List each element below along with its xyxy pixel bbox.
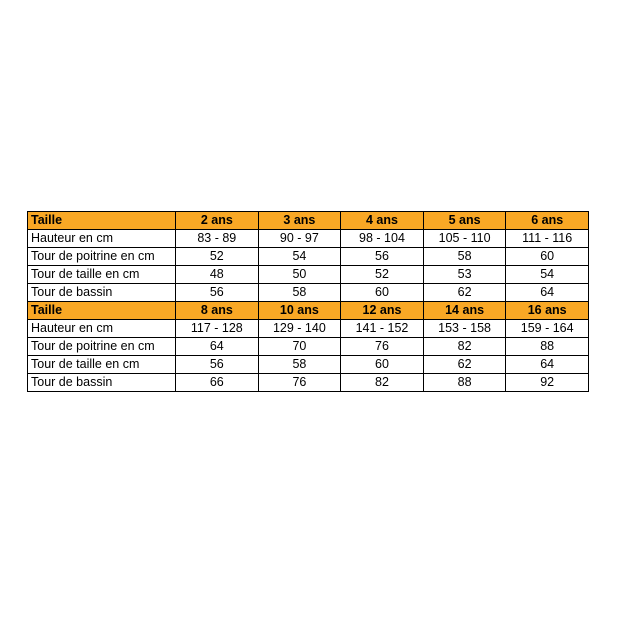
- row-label: Tour de taille en cm: [28, 356, 176, 374]
- table-cell: 64: [506, 356, 589, 374]
- table-cell: 54: [506, 266, 589, 284]
- row-label: Tour de bassin: [28, 284, 176, 302]
- table-cell: 82: [341, 374, 424, 392]
- table-cell: 52: [176, 248, 259, 266]
- table-cell: 60: [506, 248, 589, 266]
- table-cell: 105 - 110: [423, 230, 506, 248]
- table-cell: 58: [258, 356, 341, 374]
- table-row: [28, 320, 589, 338]
- age-header: 14 ans: [423, 302, 506, 320]
- header-label: Taille: [28, 302, 176, 320]
- table-cell: 56: [176, 284, 259, 302]
- table-cell: 52: [341, 266, 424, 284]
- header-label: Taille: [28, 212, 176, 230]
- age-header: 3 ans: [258, 212, 341, 230]
- table-cell: 111 - 116: [506, 230, 589, 248]
- table-row: [28, 374, 589, 392]
- age-header: 12 ans: [341, 302, 424, 320]
- table-cell: 70: [258, 338, 341, 356]
- age-header: 10 ans: [258, 302, 341, 320]
- table-cell: 62: [423, 356, 506, 374]
- table-cell: 58: [258, 284, 341, 302]
- table-cell: 76: [341, 338, 424, 356]
- table-cell: 64: [506, 284, 589, 302]
- header-row: [28, 302, 589, 320]
- table-row: [28, 248, 589, 266]
- age-header: 8 ans: [176, 302, 259, 320]
- table-cell: 117 - 128: [176, 320, 259, 338]
- table-cell: 141 - 152: [341, 320, 424, 338]
- table-row: [28, 338, 589, 356]
- row-label: Tour de taille en cm: [28, 266, 176, 284]
- age-header: 16 ans: [506, 302, 589, 320]
- table-row: [28, 284, 589, 302]
- row-label: Hauteur en cm: [28, 230, 176, 248]
- table-cell: 153 - 158: [423, 320, 506, 338]
- table-cell: 56: [341, 248, 424, 266]
- row-label: Tour de bassin: [28, 374, 176, 392]
- table-cell: 54: [258, 248, 341, 266]
- table-cell: 88: [506, 338, 589, 356]
- table-cell: 53: [423, 266, 506, 284]
- table-cell: 60: [341, 284, 424, 302]
- table-cell: 76: [258, 374, 341, 392]
- age-header: 6 ans: [506, 212, 589, 230]
- table-cell: 64: [176, 338, 259, 356]
- table-cell: 48: [176, 266, 259, 284]
- table-cell: 159 - 164: [506, 320, 589, 338]
- table-cell: 60: [341, 356, 424, 374]
- table-row: [28, 266, 589, 284]
- table-cell: 66: [176, 374, 259, 392]
- row-label: Tour de poitrine en cm: [28, 338, 176, 356]
- table-cell: 62: [423, 284, 506, 302]
- table-cell: 56: [176, 356, 259, 374]
- age-header: 5 ans: [423, 212, 506, 230]
- table-cell: 129 - 140: [258, 320, 341, 338]
- table-cell: 92: [506, 374, 589, 392]
- table-row: [28, 356, 589, 374]
- table-cell: 58: [423, 248, 506, 266]
- table-cell: 88: [423, 374, 506, 392]
- row-label: Tour de poitrine en cm: [28, 248, 176, 266]
- header-row: [28, 212, 589, 230]
- age-header: 4 ans: [341, 212, 424, 230]
- table-cell: 50: [258, 266, 341, 284]
- table-cell: 90 - 97: [258, 230, 341, 248]
- row-label: Hauteur en cm: [28, 320, 176, 338]
- table-cell: 83 - 89: [176, 230, 259, 248]
- table-row: [28, 230, 589, 248]
- size-chart-table: [27, 211, 589, 392]
- table-cell: 82: [423, 338, 506, 356]
- table-cell: 98 - 104: [341, 230, 424, 248]
- age-header: 2 ans: [176, 212, 259, 230]
